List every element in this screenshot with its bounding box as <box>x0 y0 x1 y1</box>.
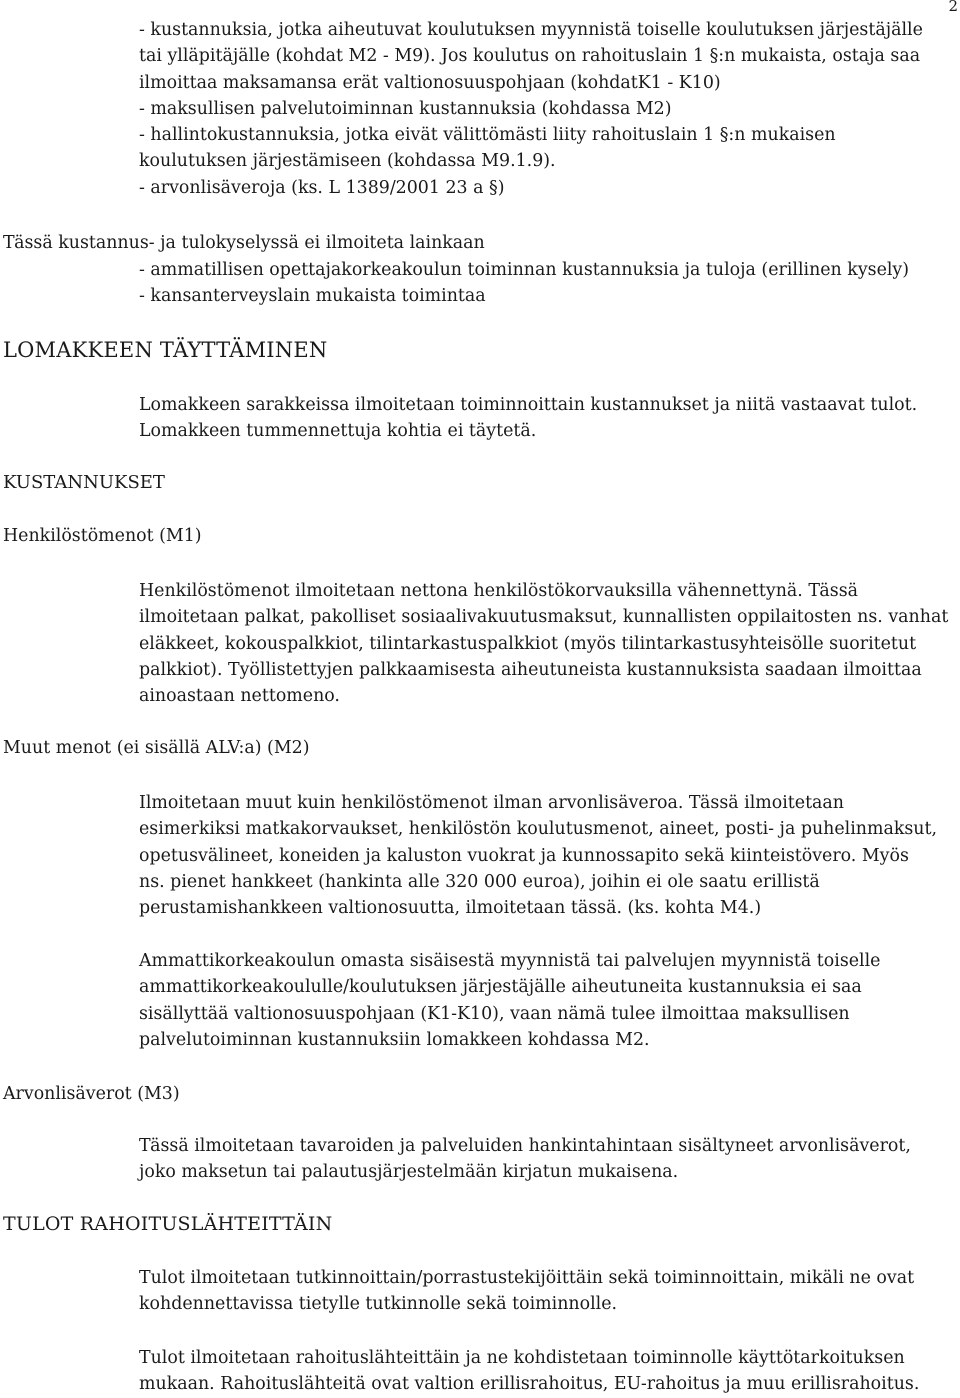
list-item: - kustannuksia, jotka aiheutuvat koulutuksen myynnistä toiselle koulutuksen järjestäjälle <box>139 20 923 40</box>
excluded-intro: Tässä kustannus- ja tulokyselyssä ei ilmoiteta lainkaan <box>3 233 485 253</box>
paragraph-line: palkkiot). Työllistettyjen palkkaamisesta aiheutuneista kustannuksista saadaan ilmoittaa <box>139 659 922 680</box>
form-instructions <box>139 392 960 445</box>
paragraph-line: palvelutoiminnan kustannuksiin lomakkeen kohdassa M2. <box>139 1029 650 1050</box>
subheading-m2: Muut menot (ei sisällä ALV:a) (M2) <box>3 738 310 758</box>
paragraph-line: Ilmoitetaan muut kuin henkilöstömenot ilman arvonlisäveroa. Tässä ilmoitetaan <box>139 793 844 813</box>
section-heading-costs: KUSTANNUKSET <box>3 472 165 493</box>
list-item: - maksullisen palvelutoiminnan kustannuksia (kohdassa M2) <box>139 98 672 119</box>
paragraph-line: joko maksetun tai palautusjärjestelmään kirjatun mukaisena. <box>139 1162 679 1183</box>
paragraph-line: kohdennettavissa tietylle tutkinnolle sekä toiminnolle. <box>139 1294 618 1315</box>
m2-paragraph-2 <box>139 948 960 1053</box>
paragraph-line: Lomakkeen tummennettuja kohtia ei täytetä. <box>139 421 537 442</box>
list-item: - arvonlisäveroja (ks. L 1389/2001 23 a §) <box>139 177 505 198</box>
m3-paragraph <box>139 1133 960 1186</box>
subheading-m3: Arvonlisäverot (M3) <box>3 1084 180 1104</box>
m2-paragraph-1 <box>139 790 960 921</box>
paragraph-line: opetusvälineet, koneiden ja kaluston vuokrat ja kunnossapito sekä kiinteistövero. Myös <box>139 845 909 866</box>
subheading-m1: Henkilöstömenot (M1) <box>3 526 202 546</box>
section-heading-income: TULOT RAHOITUSLÄHTEITTÄIN <box>3 1213 333 1235</box>
paragraph-line: Ammattikorkeakoulun omasta sisäisestä myynnistä tai palvelujen myynnistä toiselle <box>139 951 881 971</box>
list-item: - kansanterveyslain mukaista toimintaa <box>139 286 486 307</box>
m1-paragraph <box>139 578 960 709</box>
paragraph-line: perustamishankkeen valtionosuutta, ilmoitetaan tässä. (ks. kohta M4.) <box>139 898 762 919</box>
page-number: 2 <box>948 0 958 15</box>
income-paragraph-1 <box>139 1265 960 1318</box>
paragraph-line: sisällyttää valtionosuuspohjaan (K1-K10), vaan nämä tulee ilmoittaa maksullisen <box>139 1003 850 1024</box>
paragraph-line: ns. pienet hankkeet (hankinta alle 320 000 euroa), joihin ei ole saatu erillistä <box>139 871 820 892</box>
list-item: - hallintokustannuksia, jotka eivät välittömästi liity rahoituslain 1 §:n mukaisen <box>139 125 836 146</box>
paragraph-line: ilmoitetaan palkat, pakolliset sosiaalivakuutusmaksut, kunnallisten oppilaitosten ns. vanhat <box>139 607 949 628</box>
paragraph-line: Lomakkeen sarakkeissa ilmoitetaan toiminnoittain kustannukset ja niitä vastaavat tulot. <box>139 395 918 415</box>
paragraph-line: eläkkeet, kokouspalkkiot, tilintarkastuspalkkiot (myös tilintarkastusyhteisölle suoritetut <box>139 633 917 654</box>
excluded-list <box>139 257 960 310</box>
paragraph-line: Henkilöstömenot ilmoitetaan nettona henkilöstökorvauksilla vähennettynä. Tässä <box>139 581 859 601</box>
paragraph-line: mukaan. Rahoituslähteitä ovat valtion erillisrahoitus, EU-rahoitus ja muu erillisrahoitus. <box>139 1374 920 1395</box>
section-heading-form: LOMAKKEEN TÄYTTÄMINEN <box>3 338 328 362</box>
list-item: ilmoittaa maksamansa erät valtionosuuspohjaan (kohdatK1 - K10) <box>139 72 721 93</box>
income-paragraph-2 <box>139 1345 960 1398</box>
paragraph-line: esimerkiksi matkakorvaukset, henkilöstön koulutusmenot, aineet, posti- ja puhelinmaksut, <box>139 819 938 840</box>
intro-list <box>139 17 960 201</box>
paragraph-line: ainoastaan nettomeno. <box>139 686 340 707</box>
list-item: koulutuksen järjestämiseen (kohdassa M9.1.9). <box>139 151 556 172</box>
list-item: tai ylläpitäjälle (kohdat M2 - M9). Jos koulutus on rahoituslain 1 §:n mukaista, ostaja saa <box>139 46 921 67</box>
paragraph-line: Tulot ilmoitetaan tutkinnoittain/porrastustekijöittäin sekä toiminnoittain, mikäli ne ovat <box>139 1268 915 1288</box>
paragraph-line: Tässä ilmoitetaan tavaroiden ja palveluiden hankintahintaan sisältyneet arvonlisäverot, <box>139 1136 911 1156</box>
paragraph-line: Tulot ilmoitetaan rahoituslähteittäin ja ne kohdistetaan toiminnolle käyttötarkoituksen <box>139 1348 905 1368</box>
paragraph-line: ammattikorkeakoululle/koulutuksen järjestäjälle aiheutuneita kustannuksia ei saa <box>139 977 862 998</box>
list-item: - ammatillisen opettajakorkeakoulun toiminnan kustannuksia ja tuloja (erillinen kysely) <box>139 260 910 280</box>
